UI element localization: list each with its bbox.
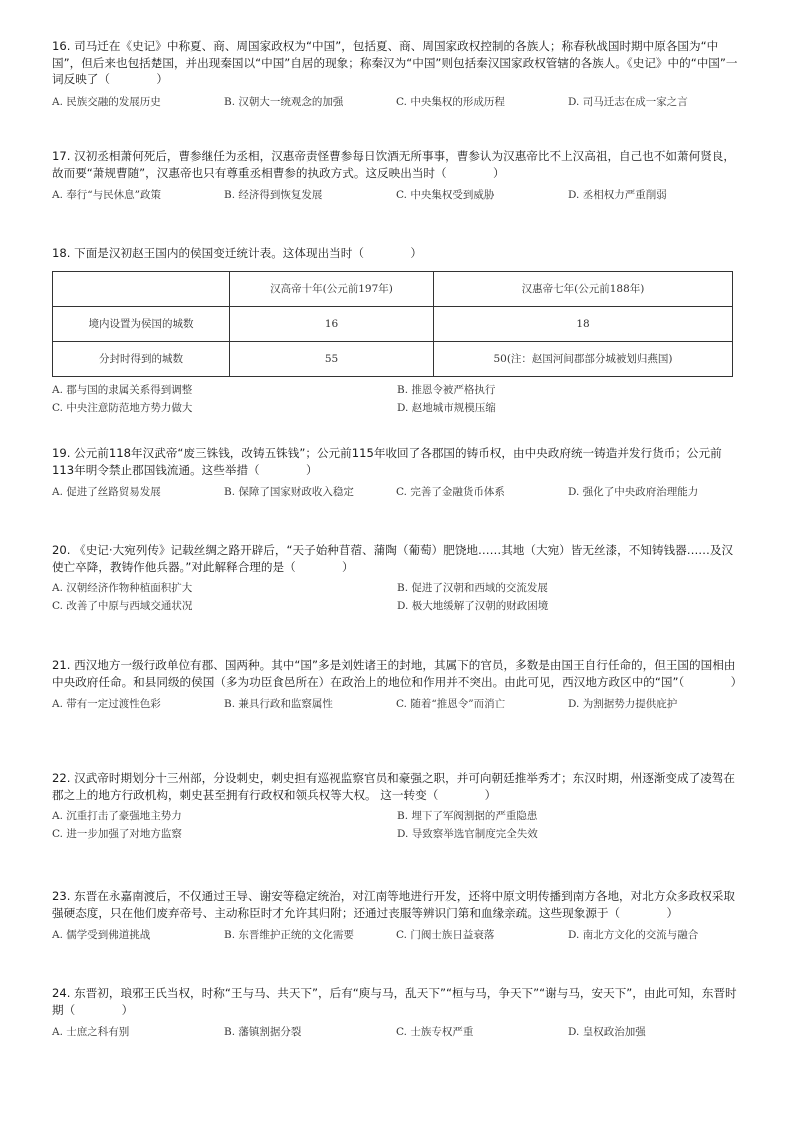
- option-a[interactable]: A. 促进了丝路贸易发展: [52, 486, 161, 498]
- option-c[interactable]: C. 中央集权的形成历程: [396, 95, 505, 108]
- table-cell: 50(注：赵国河间郡部分城被划归燕国): [434, 341, 733, 376]
- table-header-cell: 汉惠帝七年(公元前188年): [434, 271, 733, 306]
- options-row: [52, 696, 742, 711]
- question-stem: 16. 司马迁在《史记》中称夏、商、周国家政权为“中国”，包括夏、商、周国家政权控制的各族人；称春秋战国时期中原各国为“中国”，但后来也包括楚国，并出现秦国以“中国”自居的现象；称秦汉为“中国”则包括秦汉国家政权管辖的各族人。《史记》中的“中国”一词反映了（ ）: [52, 39, 738, 86]
- option-a[interactable]: A. 汉朝经济作物种植面积扩大: [52, 582, 193, 594]
- option-d[interactable]: D. 司马迁志在成一家之言: [568, 95, 688, 108]
- option-a[interactable]: A. 带有一定过渡性色彩: [52, 698, 161, 710]
- options-grid: [52, 808, 742, 841]
- option-b[interactable]: B. 经济得到恢复发展: [224, 189, 323, 201]
- option-d[interactable]: D. 强化了中央政府治理能力: [568, 486, 699, 498]
- question-20: [52, 542, 742, 613]
- table-cell: 境内设置为侯国的城数: [53, 306, 230, 341]
- option-d[interactable]: D. 丞相权力严重削弱: [568, 189, 667, 201]
- question-stem: 24. 东晋初，琅邪王氏当权，时称“王与马、共天下”，后有“庾与马，乱天下”“桓与马，争天下”“谢与马，安天下”，由此可知，东晋时期（ ）: [52, 986, 737, 1017]
- question-stem: 19. 公元前118年汉武帝“废三铢钱，改铸五铢钱”；公元前115年收回了各郡国的铸币权，由中央政府统一铸造并发行货币；公元前113年明令禁止郡国钱流通。这些举措（ ）: [52, 446, 722, 477]
- options-row: [52, 187, 742, 202]
- question-stem: 23. 东晋在永嘉南渡后，不仅通过王导、谢安等稳定统治，对江南等地进行开发，还将中原文明传播到南方各地，对北方众多政权采取强硬态度，只在他们废弃帝号、主动称臣时才允许其归附；还通过丧服等辨识门第和血缘亲疏。这些现象源于（ ）: [52, 889, 735, 920]
- table-row: [53, 341, 733, 376]
- option-a[interactable]: A. 儒学受到佛道挑战: [52, 929, 151, 941]
- question-24: [52, 985, 742, 1039]
- option-b[interactable]: B. 促进了汉朝和西域的交流发展: [397, 582, 548, 594]
- option-a[interactable]: A. 士庶之科有别: [52, 1026, 130, 1038]
- table-header-cell: [53, 271, 230, 306]
- table-cell: 16: [230, 306, 434, 341]
- question-19: [52, 445, 742, 499]
- option-c[interactable]: C. 随着“推恩令”而消亡: [396, 698, 506, 710]
- table-cell: 55: [230, 341, 434, 376]
- option-d[interactable]: D. 为割据势力提供庇护: [568, 698, 678, 710]
- data-table: [52, 271, 733, 377]
- options-grid: [52, 382, 742, 415]
- table-header-cell: 汉高帝十年(公元前197年): [230, 271, 434, 306]
- option-c[interactable]: C. 进一步加强了对地方监察: [52, 828, 182, 840]
- option-d[interactable]: D. 皇权政治加强: [568, 1026, 646, 1038]
- option-a[interactable]: A. 奉行“与民休息”政策: [52, 189, 161, 201]
- question-stem: 17. 汉初丞相萧何死后，曹参继任为丞相，汉惠帝责怪曹参每日饮酒无所事事，曹参认为汉惠帝比不上汉高祖，自己也不如萧何贤良，故而要“萧规曹随”，汉惠帝也只有尊重丞相曹参的执政方式。这反映出当时（ ）: [52, 149, 735, 180]
- option-b[interactable]: B. 汉朝大一统观念的加强: [224, 95, 344, 108]
- option-c[interactable]: C. 中央集权受到威胁: [396, 189, 495, 201]
- option-b[interactable]: B. 藩镇割据分裂: [224, 1026, 302, 1038]
- option-b[interactable]: B. 东晋维护正统的文化需要: [224, 929, 354, 941]
- option-c[interactable]: C. 士族专权严重: [396, 1026, 474, 1038]
- options-row: [52, 1024, 742, 1039]
- options-row: [52, 927, 742, 942]
- table-cell: 分封时得到的城数: [53, 341, 230, 376]
- table-cell: 18: [434, 306, 733, 341]
- question-stem: 21. 西汉地方一级行政单位有郡、国两种。其中“国”多是刘姓诸王的封地，其属下的官员，多数是由国王自行任命的，但王国的国相由中央政府任命。和县同级的侯国（多为功臣食邑所在）在政治上的地位和作用并不突出。由此可见，西汉地方政区中的“国”（ ）: [52, 658, 743, 689]
- option-d[interactable]: D. 赵地城市规模压缩: [397, 401, 496, 414]
- option-b[interactable]: B. 推恩令被严格执行: [397, 383, 496, 396]
- table-header-row: [53, 271, 733, 306]
- question-22: [52, 770, 742, 841]
- question-21: [52, 657, 742, 711]
- option-c[interactable]: C. 中央注意防范地方势力做大: [52, 401, 193, 414]
- option-a[interactable]: A. 沉重打击了豪强地主势力: [52, 810, 182, 822]
- option-b[interactable]: B. 保障了国家财政收入稳定: [224, 486, 354, 498]
- option-a[interactable]: A. 郡与国的隶属关系得到调整: [52, 383, 193, 396]
- question-stem: 22. 汉武帝时期划分十三州部，分设刺史，刺史担有巡视监察官员和豪强之职，并可向朝廷推举秀才；东汉时期，州逐渐变成了凌驾在郡之上的地方行政机构，刺史甚至拥有行政权和领兵权等大权。 这一转变（ ）: [52, 771, 735, 802]
- table-row: [53, 306, 733, 341]
- question-23: [52, 888, 742, 942]
- question-stem: 20. 《史记·大宛列传》记载丝绸之路开辟后，“天子始种苜蓿、蒲陶（葡萄）肥饶地……其地（大宛）皆无丝漆，不知铸钱器……及汉使亡卒降，教铸作他兵器。”对此解释合理的是（ ）: [52, 543, 734, 574]
- option-a[interactable]: A. 民族交融的发展历史: [52, 95, 161, 108]
- options-grid: [52, 580, 742, 613]
- question-stem: 18. 下面是汉初赵王国内的侯国变迁统计表。这体现出当时（ ）: [52, 246, 422, 260]
- option-c[interactable]: C. 完善了金融货币体系: [396, 486, 505, 498]
- option-c[interactable]: C. 改善了中原与西域交通状况: [52, 600, 193, 612]
- question-18: [52, 245, 742, 415]
- options-row: [52, 484, 742, 499]
- option-d[interactable]: D. 南北方文化的交流与融合: [568, 929, 699, 941]
- question-16: [52, 38, 742, 109]
- option-c[interactable]: C. 门阀士族日益衰落: [396, 929, 495, 941]
- options-row: [52, 94, 742, 109]
- question-17: [52, 148, 742, 202]
- option-d[interactable]: D. 导致察举选官制度完全失效: [397, 828, 538, 840]
- option-b[interactable]: B. 埋下了军阀割据的严重隐患: [397, 810, 538, 822]
- option-d[interactable]: D. 极大地缓解了汉朝的财政困境: [397, 600, 549, 612]
- option-b[interactable]: B. 兼具行政和监察属性: [224, 698, 333, 710]
